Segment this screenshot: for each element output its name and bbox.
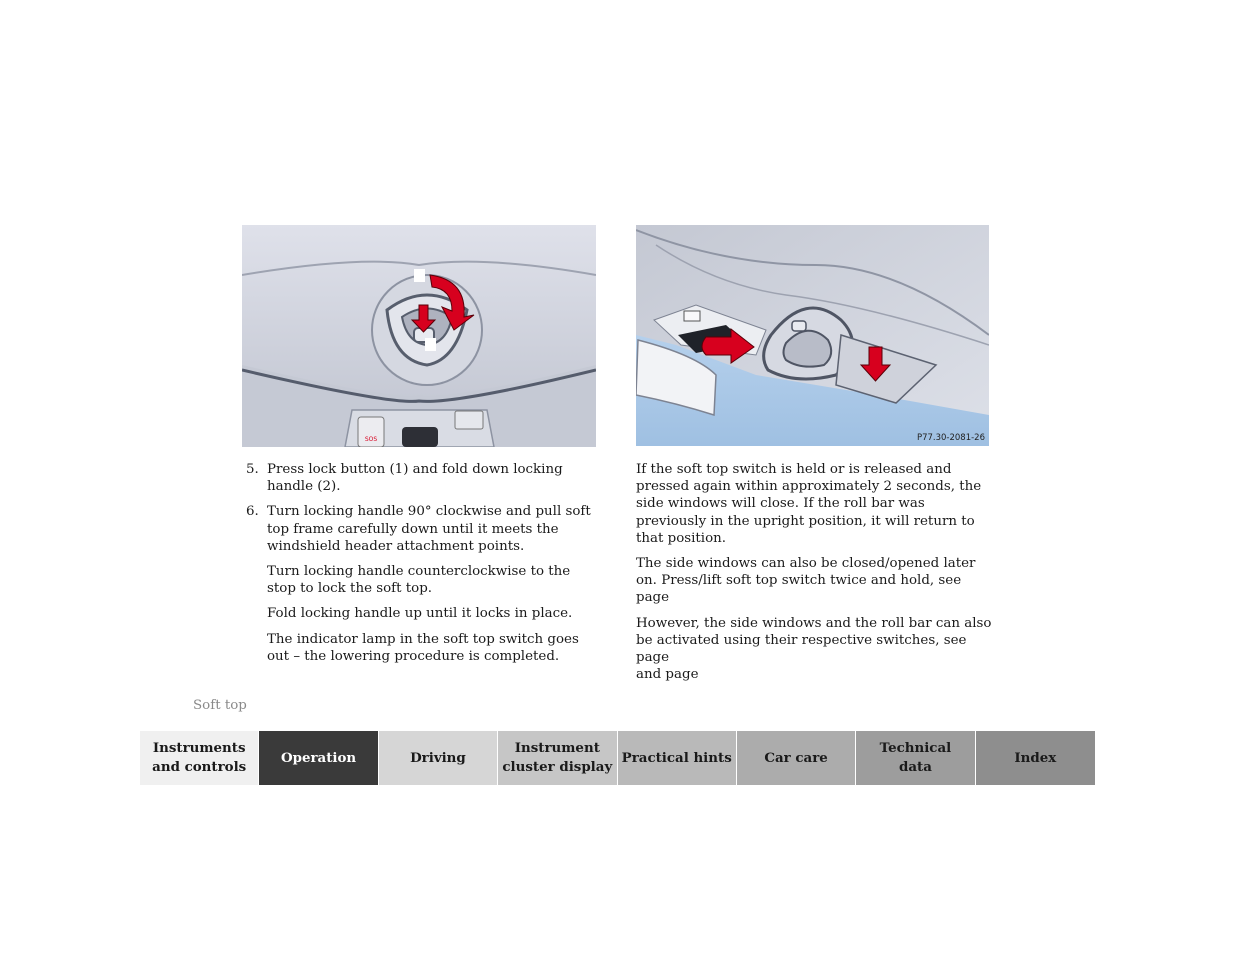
tab-index[interactable]: Index <box>976 731 1095 785</box>
instructions-left-column <box>246 461 601 673</box>
section-label: Soft top <box>193 698 247 713</box>
tab-instruments-and-controls[interactable]: Instruments and controls <box>140 731 259 785</box>
soft-top-switch-and-grab-handle-illustration <box>636 225 989 446</box>
sub-paragraph: Fold locking handle up until it locks in place. <box>267 606 573 622</box>
sub-paragraph: Turn locking handle counterclockwise to the stop to lock the soft top. <box>267 564 571 597</box>
step-number: 6. <box>246 504 259 520</box>
instructions-right-column <box>636 461 996 691</box>
paragraph: The side windows can also be closed/opened later on. Press/lift soft top switch twice and hold, see page <box>636 556 976 606</box>
paragraph: However, the side windows and the roll bar can also be activated using their respective switches, see page and page <box>636 615 992 683</box>
step-text: Press lock button (1) and fold down locking handle (2). <box>267 462 563 495</box>
sub-paragraph: The indicator lamp in the soft top switch goes out – the lowering procedure is completed. <box>267 631 579 664</box>
step-6 <box>246 503 601 555</box>
step-5 <box>246 461 601 495</box>
tab-technical-data[interactable]: Technical data <box>856 731 975 785</box>
svg-text:SOS: SOS <box>364 436 378 443</box>
figure-code: P77.30-2081-26 <box>916 433 985 443</box>
tab-instrument-cluster-display[interactable]: Instrument cluster display <box>498 731 617 785</box>
step-number: 5. <box>246 462 259 477</box>
tab-car-care[interactable]: Car care <box>737 731 856 785</box>
tab-practical-hints[interactable]: Practical hints <box>618 731 737 785</box>
chapter-tab-bar <box>140 731 1095 785</box>
tab-operation[interactable]: Operation <box>259 731 378 785</box>
step-text: Turn locking handle 90° clockwise and pull soft top frame carefully down until it meets the windshield header attachment points. <box>267 504 591 554</box>
tab-driving[interactable]: Driving <box>379 731 498 785</box>
soft-top-locking-handle-illustration <box>242 225 596 447</box>
paragraph: If the soft top switch is held or is released and pressed again within approximately 2 seconds, the side windows will close. If the roll bar was previously in the upright position, it will return to that position. <box>636 462 982 546</box>
